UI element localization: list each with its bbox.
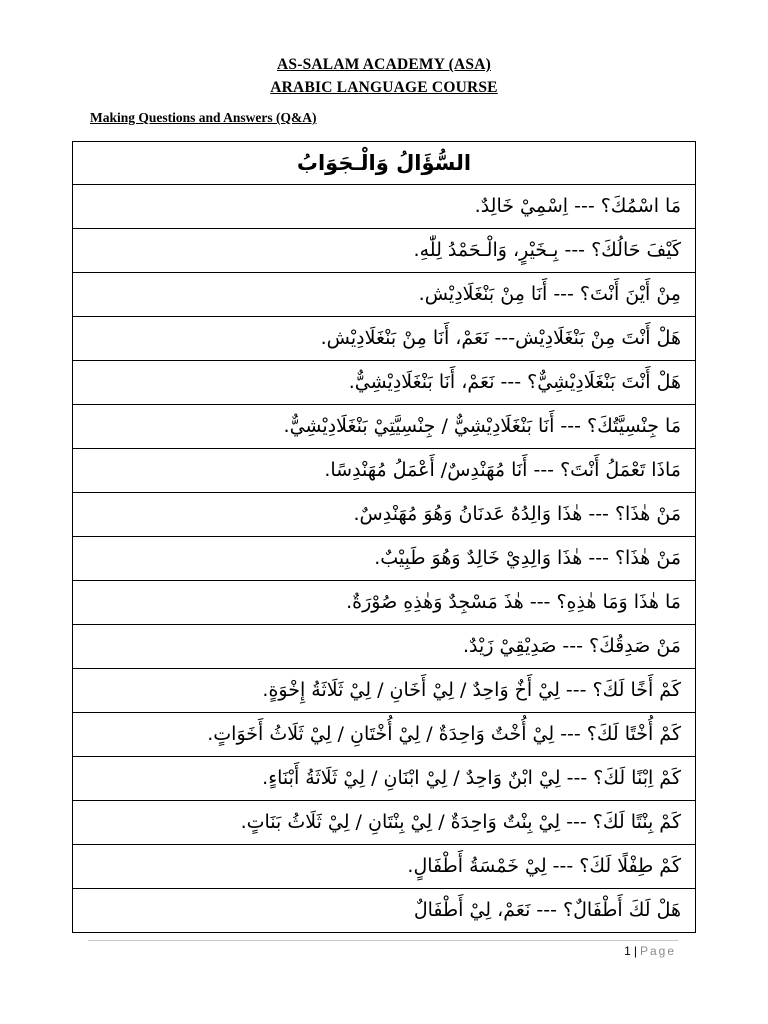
table-row xyxy=(73,757,696,801)
table-row xyxy=(73,405,696,449)
table-row xyxy=(73,449,696,493)
table-row xyxy=(73,229,696,273)
table-row xyxy=(73,493,696,537)
qa-pair: كَمْ أَخًا لَكَ؟ --- لِيْ أَخٌ وَاحِدٌ / لِيْ أَخَانِ / لِيْ ثَلَاثَةُ إِخْوَةٍ. xyxy=(73,669,696,713)
qa-pair: مَنْ صَدِقُكَ؟ --- صَدِيْقِيْ زَيْدٌ. xyxy=(73,625,696,669)
table-header-row xyxy=(73,142,696,185)
table-row xyxy=(73,713,696,757)
qa-pair: هَلْ أَنْتَ مِنْ بَنْغَلَادِيْش--- نَعَمْ، أَنَا مِنْ بَنْغَلَادِيْش. xyxy=(73,317,696,361)
qa-pair: كَمْ طِفْلًا لَكَ؟ --- لِيْ خَمْسَةُ أَطْفَالٍ. xyxy=(73,845,696,889)
table-row xyxy=(73,317,696,361)
qa-pair: مَاذَا تَعْمَلُ أَنْتَ؟ --- أَنَا مُهَنْدِسٌ/ أَعْمَلُ مُهَنْدِسًا. xyxy=(73,449,696,493)
table-row xyxy=(73,537,696,581)
table-row xyxy=(73,625,696,669)
table-row xyxy=(73,669,696,713)
academy-title: AS-SALAM ACADEMY (ASA) xyxy=(277,56,491,73)
course-title: ARABIC LANGUAGE COURSE xyxy=(270,79,498,96)
footer-divider xyxy=(88,940,678,941)
qa-pair: مِنْ أَيْنَ أَنْتَ؟ --- أَنَا مِنْ بَنْغَلَادِيْش. xyxy=(73,273,696,317)
table-row xyxy=(73,185,696,229)
table-row xyxy=(73,361,696,405)
qa-pair: مَنْ هٰذَا؟ --- هٰذَا وَالِدِيْ خَالِدٌ وَهُوَ طَبِيْبٌ. xyxy=(73,537,696,581)
qa-pair: كَمْ أُخْتًا لَكَ؟ --- لِيْ أُخْتٌ وَاحِدَةٌ / لِيْ أُخْتَانِ / لِيْ ثَلَاثُ أَخَوَاتٍ. xyxy=(73,713,696,757)
qa-pair: مَنْ هٰذَا؟ --- هٰذَا وَالِدُهُ عَدنَانُ وَهُوَ مُهَنْدِسٌ. xyxy=(73,493,696,537)
qa-pair: مَا هٰذَا وَمَا هٰذِهِ؟ --- هٰذَ مَسْجِدٌ وَهٰذِهِ صُوْرَةٌ. xyxy=(73,581,696,625)
table-row xyxy=(73,801,696,845)
section-subtitle: Making Questions and Answers (Q&A) xyxy=(90,110,317,125)
qa-pair: كَمْ اِبْنًا لَكَ؟ --- لِيْ ابْنٌ وَاحِدٌ / لِيْ ابْنَانِ / لِيْ ثَلَاثَةُ أَبْنَاءٍ. xyxy=(73,757,696,801)
page-number: 1 xyxy=(624,944,631,958)
page-footer xyxy=(624,944,676,958)
table-row xyxy=(73,273,696,317)
page-label: Page xyxy=(639,944,676,958)
qa-pair: هَلْ أَنْتَ بَنْغَلَادِيْشِيٌّ؟ --- نَعَمْ، أَنَا بَنْغَلَادِيْشِيٌّ. xyxy=(73,361,696,405)
footer-separator: | xyxy=(633,944,637,958)
qa-pair: كَيْفَ حَالُكَ؟ --- بِـخَيْرٍ، وَالْـحَمْدُ لِلّٰهِ. xyxy=(73,229,696,273)
table-row xyxy=(73,581,696,625)
qa-pair: كَمْ بِنْتًا لَكَ؟ --- لِيْ بِنْتٌ وَاحِدَةٌ / لِيْ بِنْتَانِ / لِيْ ثَلَاثُ بَنَاتٍ. xyxy=(73,801,696,845)
qa-table xyxy=(72,141,696,933)
qa-pair: مَا جِنْسِيَّتُكَ؟ --- أَنَا بَنْغَلَادِيْشِيٌّ / جِنْسِيَّتِيْ بَنْغَلَادِيْشِيٌّ. xyxy=(73,405,696,449)
qa-pair: مَا اسْمُكَ؟ --- اِسْمِيْ خَالِدٌ. xyxy=(73,185,696,229)
qa-pair: هَلْ لَكَ أَطْفَالٌ؟ --- نَعَمْ، لِيْ أَطْفَالٌ xyxy=(73,889,696,933)
table-heading: السُّؤَالُ وَالْـجَوَابُ xyxy=(73,142,696,185)
table-row xyxy=(73,889,696,933)
table-row xyxy=(73,845,696,889)
